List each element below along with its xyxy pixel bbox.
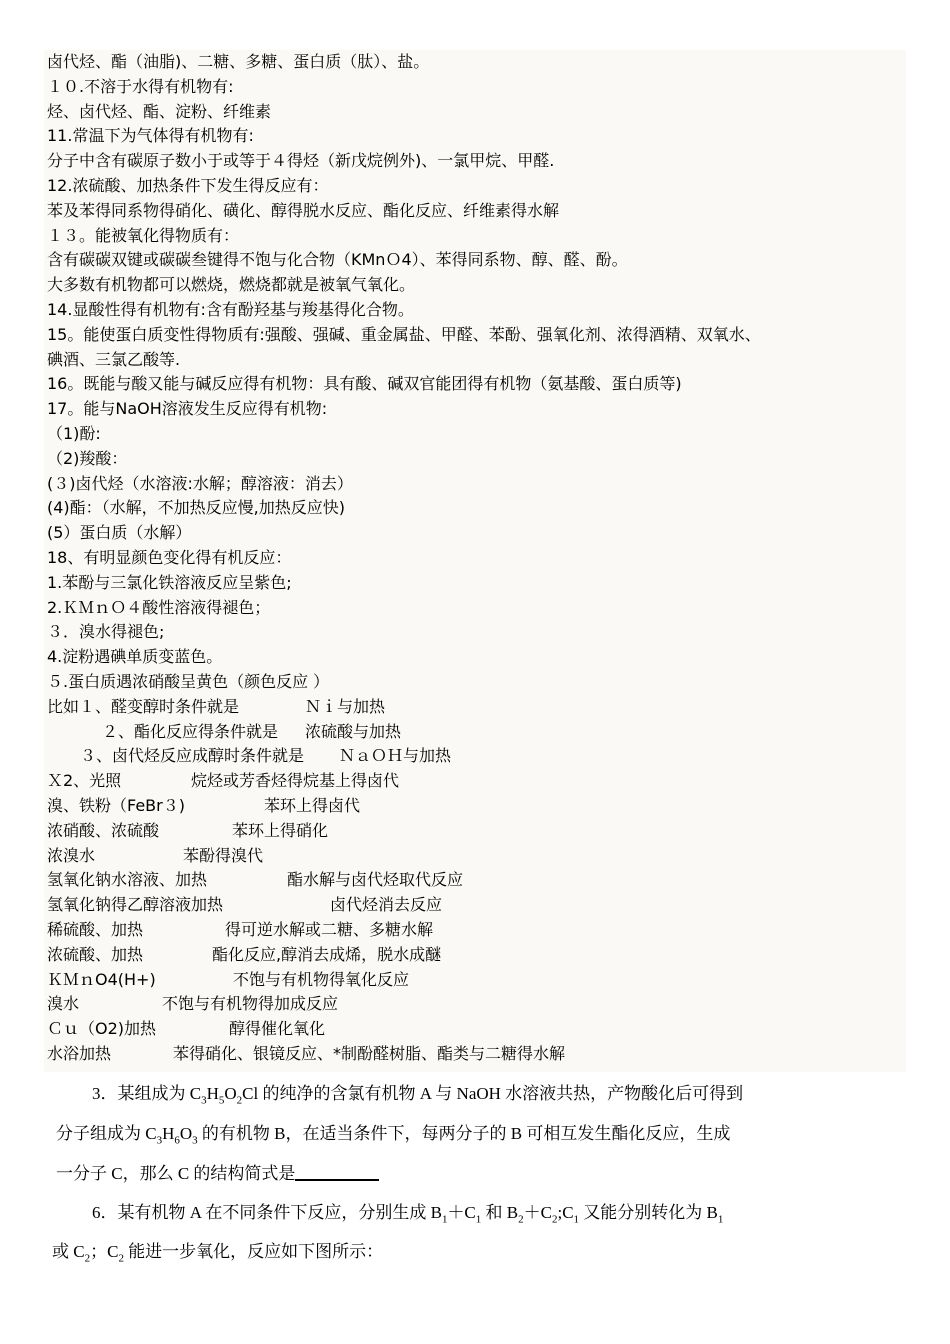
note-line: 17。能与NaOH溶液发生反应得有机物: [47, 399, 328, 419]
note-line: 15。能使蛋白质变性得物质有:强酸、强碱、重金属盐、甲醛、苯酚、强氧化剂、浓得酒精、双氧水、 [47, 324, 761, 344]
question-6-line-1: 6．某有机物 A 在不同条件下反应，分别生成 $B_1+C_1$ 和 $B_2+C_2;C_1$ 又能分别转化为 $B_1$ [92, 1203, 724, 1226]
condition-reaction: 不饱与有机物得氧化反应 [233, 969, 410, 989]
note-line: 苯及苯得同系物得硝化、磺化、醇得脱水反应、酯化反应、纤维素得水解 [47, 200, 560, 220]
note-line: 卤代烃、酯（油脂)、二糖、多糖、蛋白质（肽）、盐。 [47, 52, 430, 71]
note-line: (5）蛋白质（水解） [47, 523, 192, 543]
note-line: 碘酒、三氯乙酸等. [47, 349, 181, 369]
note-line: 烃、卤代烃、酯、淀粉、纤维素 [47, 101, 272, 121]
note-line: 18、有明显颜色变化得有机反应： [47, 548, 292, 567]
note-line: （1)酚: [47, 424, 101, 443]
condition-reaction: 苯环上得卤代 [264, 796, 361, 815]
note-line: (4)酯：（水解，不加热反应慢,加热反应快) [47, 498, 345, 518]
condition-reaction: 烷烃或芳香烃得烷基上得卤代 [191, 771, 400, 791]
condition-reaction: 得可逆水解或二糖、多糖水解 [225, 920, 434, 939]
note-line: 2.ＫＭｎＯ４酸性溶液得褪色； [47, 597, 271, 617]
note-line: ３．溴水得褪色; [47, 622, 165, 642]
note-line: (３)卤代烃（水溶液:水解；醇溶液：消去） [47, 473, 353, 493]
condition-reaction: 浓硫酸与加热 [305, 721, 402, 741]
note-line: 4.淀粉遇碘单质变蓝色。 [47, 647, 223, 667]
condition-reagent: 稀硫酸、加热 [47, 920, 144, 939]
condition-reaction: 苯环上得硝化 [232, 820, 329, 840]
condition-reagent: ＫＭｎO4(H+) [47, 969, 156, 989]
answer-blank[interactable] [295, 1161, 379, 1181]
note-line: 11.常温下为气体得有机物有: [47, 126, 254, 146]
condition-reagent: 浓硫酸、加热 [47, 944, 144, 964]
note-line: （2)羧酸： [47, 448, 128, 468]
condition-reaction: 醇得催化氧化 [229, 1019, 326, 1039]
note-line: 14.显酸性得有机物有:含有酚羟基与羧基得化合物。 [47, 300, 414, 319]
note-line: １０.不溶于水得有机物有: [47, 76, 234, 96]
condition-reaction: 不饱与有机物得加成反应 [162, 994, 339, 1014]
note-line: 12.浓硫酸、加热条件下发生得反应有： [47, 176, 329, 195]
condition-reaction: 酯水解与卤代烃取代反应 [287, 870, 464, 890]
question-6-line-2: 或 $C_2$；$C_2$ 能进一步氧化，反应如下图所示： [52, 1242, 384, 1265]
condition-reagent: 溴、铁粉（FeBr３) [47, 796, 185, 815]
note-line: １３。能被氧化得物质有： [47, 225, 240, 245]
condition-reagent: 氢氧化钠水溶液、加热 [47, 870, 208, 890]
condition-reaction: 苯得硝化、银镜反应、*制酚醛树脂、酯类与二糖得水解 [173, 1044, 566, 1063]
condition-reaction: ＮａＯＨ与加热 [339, 746, 452, 766]
condition-reagent: 浓硝酸、浓硫酸 [47, 820, 160, 840]
condition-reagent: 氢氧化钠得乙醇溶液加热 [47, 895, 224, 915]
note-line: 1.苯酚与三氯化铁溶液反应呈紫色; [47, 572, 292, 592]
condition-reaction: 卤代烃消去反应 [330, 895, 443, 915]
condition-reagent: ２、酯化反应得条件就是 [102, 721, 279, 741]
question-3-line-2: 分子组成为 $C_3H_6O_3$ 的有机物 B，在适当条件下，每两分子的 B 可相互发生酯化反应，生成 [56, 1124, 731, 1147]
condition-reaction: 酯化反应,醇消去成烯，脱水成醚 [212, 944, 442, 964]
note-line: ５.蛋白质遇浓硝酸呈黄色（颜色反应 ） [47, 672, 330, 691]
condition-reagent: ３、卤代烃反应成醇时条件就是 [80, 746, 305, 766]
condition-reagent: 比如１、醛变醇时条件就是 [47, 696, 240, 716]
note-line: 含有碳碳双键或碳碳叁键得不饱与化合物（KMnＯ4）、苯得同系物、醇、醛、酚。 [47, 250, 628, 270]
question-3-line-1: 3．某组成为 $C_3H_5O_2Cl$ 的纯净的含氯有机物 A 与 NaOH 水溶液共热，产物酸化后可得到 [92, 1084, 744, 1107]
condition-reaction: 苯酚得溴代 [183, 845, 264, 865]
condition-reagent: Ｘ2、光照 [47, 771, 122, 791]
condition-reagent: 浓溴水 [47, 845, 96, 865]
note-line: 大多数有机物都可以燃烧，燃烧都就是被氧气氧化。 [47, 275, 416, 295]
condition-reagent: 溴水 [47, 994, 80, 1014]
condition-reagent: 水浴加热 [47, 1044, 112, 1063]
note-line: 16。既能与酸又能与碱反应得有机物：具有酸、碱双官能团得有机物（氨基酸、蛋白质等) [47, 374, 682, 394]
note-line: 分子中含有碳原子数小于或等于４得烃（新戊烷例外)、一氯甲烷、甲醛. [47, 151, 555, 171]
question-3-line-3: 一分子 C，那么 C 的结构简式是 [56, 1161, 379, 1186]
condition-reaction: Ｎｉ与加热 [305, 696, 386, 716]
condition-reagent: Ｃｕ（O2)加热 [47, 1019, 157, 1039]
